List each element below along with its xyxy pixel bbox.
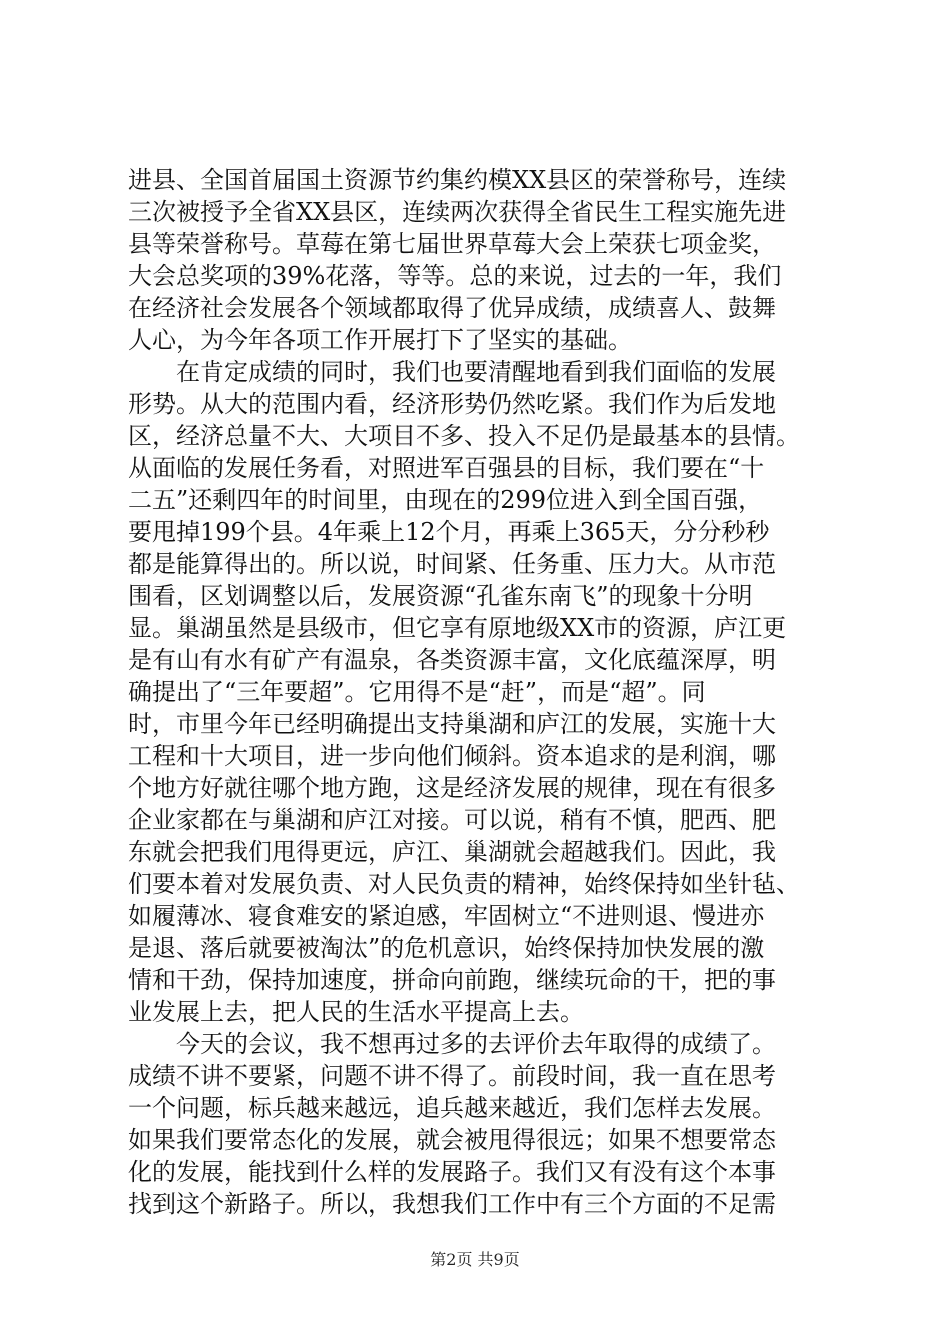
text-line: 企业家都在与巢湖和庐江对接。可以说，稍有不慎，肥西、肥: [128, 806, 776, 834]
text-line: 情和干劲，保持加速度，拼命向前跑，继续玩命的干，把的事: [128, 966, 776, 994]
text-line: 在经济社会发展各个领域都取得了优异成绩，成绩喜人、鼓舞: [128, 294, 776, 322]
text-line: 区，经济总量不大、大项目不多、投入不足仍是最基本的县情。: [128, 422, 800, 450]
text-line: 找到这个新路子。所以，我想我们工作中有三个方面的不足需: [128, 1190, 776, 1218]
text-line: 显。巢湖虽然是县级市，但它享有原地级XX市的资源，庐江更: [128, 614, 787, 642]
text-line: 二五”还剩四年的时间里，由现在的299位进入到全国百强，: [128, 486, 763, 514]
text-line: 三次被授予全省XX县区，连续两次获得全省民生工程实施先进: [128, 198, 787, 226]
text-line: 们要本着对发展负责、对人民负责的精神，始终保持如坐针毡、: [128, 870, 800, 898]
text-line: 化的发展，能找到什么样的发展路子。我们又有没有这个本事: [128, 1158, 776, 1186]
text-line: 形势。从大的范围内看，经济形势仍然吃紧。我们作为后发地: [128, 390, 776, 418]
text-line: 人心，为今年各项工作开展打下了坚实的基础。: [128, 326, 632, 354]
text-line: 今天的会议，我不想再过多的去评价去年取得的成绩了。: [128, 1030, 776, 1058]
text-line: 业发展上去，把人民的生活水平提高上去。: [128, 998, 584, 1026]
text-line: 都是能算得出的。所以说，时间紧、任务重、压力大。从市范: [128, 550, 776, 578]
text-line: 在肯定成绩的同时，我们也要清醒地看到我们面临的发展: [128, 358, 776, 386]
text-line: 确提出了“三年要超”。它用得不是“赶”，而是“超”。同: [128, 678, 706, 706]
text-line: 围看，区划调整以后，发展资源“孔雀东南飞”的现象十分明: [128, 582, 753, 610]
text-line: 要甩掉199个县。4年乘上12个月，再乘上365天，分分秒秒: [128, 518, 770, 546]
text-line: 是有山有水有矿产有温泉，各类资源丰富，文化底蕴深厚，明: [128, 646, 776, 674]
text-line: 个地方好就往哪个地方跑，这是经济发展的规律，现在有很多: [128, 774, 776, 802]
paragraph-3: [128, 1028, 828, 1220]
text-line: 如履薄冰、寝食难安的紧迫感，牢固树立“不进则退、慢进亦: [128, 902, 765, 930]
text-line: 大会总奖项的39%花落，等等。总的来说，过去的一年，我们: [128, 262, 782, 290]
page-number-label: 第2页 共9页: [430, 1250, 520, 1269]
text-line: 进县、全国首届国土资源节约集约模XX县区的荣誉称号，连续: [128, 166, 787, 194]
text-line: 成绩不讲不要紧，问题不讲不得了。前段时间，我一直在思考: [128, 1062, 776, 1090]
text-line: 如果我们要常态化的发展，就会被甩得很远；如果不想要常态: [128, 1126, 776, 1154]
text-line: 东就会把我们甩得更远，庐江、巢湖就会超越我们。因此，我: [128, 838, 776, 866]
page-footer: [0, 1250, 950, 1270]
text-line: 从面临的发展任务看，对照进军百强县的目标，我们要在“十: [128, 454, 765, 482]
paragraph-1: [128, 164, 828, 356]
body-text: [128, 164, 828, 1220]
text-line: 工程和十大项目，进一步向他们倾斜。资本追求的是利润，哪: [128, 742, 776, 770]
text-line: 一个问题，标兵越来越远，追兵越来越近，我们怎样去发展。: [128, 1094, 776, 1122]
text-line: 县等荣誉称号。草莓在第七届世界草莓大会上荣获七项金奖，: [128, 230, 776, 258]
text-line: 时，市里今年已经明确提出支持巢湖和庐江的发展，实施十大: [128, 710, 776, 738]
paragraph-2: [128, 356, 828, 1028]
text-line: 是退、落后就要被淘汰”的危机意识，始终保持加快发展的激: [128, 934, 765, 962]
